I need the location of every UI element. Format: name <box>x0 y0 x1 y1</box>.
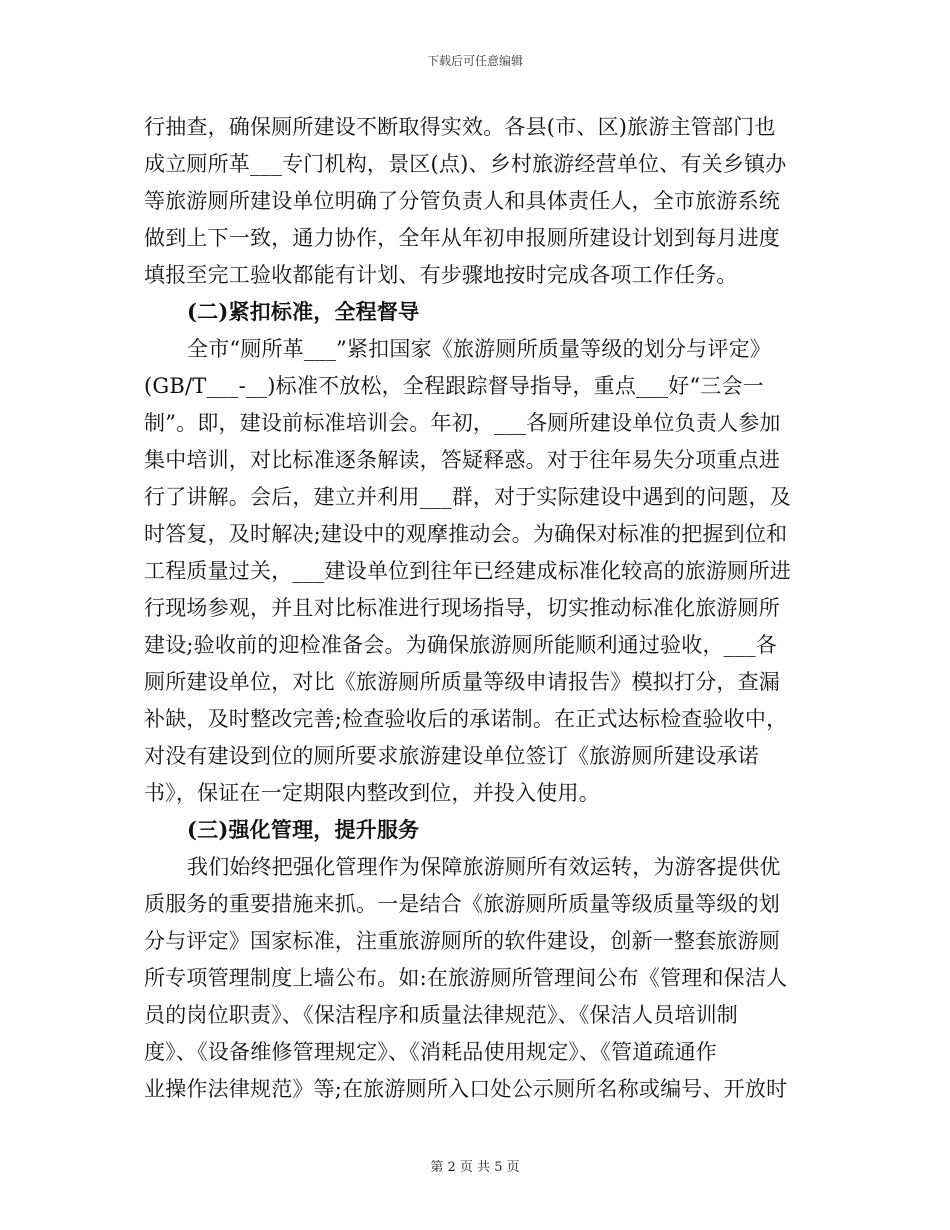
section-heading: (三)强化管理，提升服务 <box>187 817 420 842</box>
text-line: 集中培训，对比标准逐条解读，答疑释惑。对于往年易失分项重点进 <box>144 448 780 472</box>
section-heading: (二)紧扣标准，全程督导 <box>187 299 420 324</box>
text-line: 填报至完工验收都能有计划、有步骤地按时完成各项工作任务。 <box>144 263 738 287</box>
text-line: 所专项管理制度上墙公布。如:在旅游厕所管理间公布《管理和保洁人 <box>144 966 788 990</box>
text-line: 行现场参观，并且对比标准进行现场指导，切实推动标准化旅游厕所 <box>144 596 780 620</box>
text-line: 等旅游厕所建设单位明确了分管负责人和具体责任人，全市旅游系统 <box>144 189 780 213</box>
text-line: 业操作法律规范》等;在旅游厕所入口处公示厕所名称或编号、开放时 <box>144 1077 788 1101</box>
text-line: 成立厕所革___专门机构，景区(点)、乡村旅游经营单位、有关乡镇办 <box>144 152 787 176</box>
text-line: 时答复，及时解决;建设中的观摩推动会。为确保对标准的把握到位和 <box>144 522 788 546</box>
text-line: 我们始终把强化管理作为保障旅游厕所有效运转，为游客提供优 <box>187 855 781 879</box>
text-line: 行抽查，确保厕所建设不断取得实效。各县(市、区)旅游主管部门也 <box>144 115 776 139</box>
text-line: 对没有建设到位的厕所要求旅游建设单位签订《旅游厕所建设承诺 <box>144 744 759 768</box>
text-line: 书》，保证在一定期限内整改到位，并投入使用。 <box>144 781 600 805</box>
text-line: 员的岗位职责》、《保洁程序和质量法律规范》、《保洁人员培训制 <box>144 1003 738 1027</box>
text-line: 行了讲解。会后，建立并利用___群，对于实际建设中遇到的问题，及 <box>144 485 791 509</box>
text-line: 做到上下一致，通力协作，全年从年初申报厕所建设计划到每月进度 <box>144 226 780 250</box>
text-line: 分与评定》国家标准，注重旅游厕所的软件建设，创新一整套旅游厕 <box>144 929 780 953</box>
text-line: (GB/T___-__)标准不放松，全程跟踪督导指导，重点___好“三会一 <box>144 374 764 398</box>
text-line: 全市“厕所革___”紧扣国家《旅游厕所质量等级的划分与评定》 <box>187 337 771 361</box>
text-line: 厕所建设单位，对比《旅游厕所质量等级申请报告》模拟打分，查漏 <box>144 670 780 694</box>
page-header: 下载后可任意编辑 <box>426 54 523 68</box>
text-line: 补缺，及时整改完善;检查验收后的承诺制。在正式达标检查验收中， <box>144 707 788 731</box>
text-line: 建设;验收前的迎检准备会。为确保旅游厕所能顺利通过验收，___各 <box>144 633 777 657</box>
text-line: 制”。即，建设前标准培训会。年初，___各厕所建设单位负责人参加 <box>144 411 781 435</box>
text-line: 质服务的重要措施来抓。一是结合《旅游厕所质量等级质量等级的划 <box>144 892 780 916</box>
text-line: 工程质量过关，___建设单位到往年已经建成标准化较高的旅游厕所进 <box>144 559 791 583</box>
page-footer: 第 2 页 共 5 页 <box>430 1160 520 1175</box>
text-line: 度》、《设备维修管理规定》、《消耗品使用规定》、《管道疏通作 <box>144 1040 717 1064</box>
